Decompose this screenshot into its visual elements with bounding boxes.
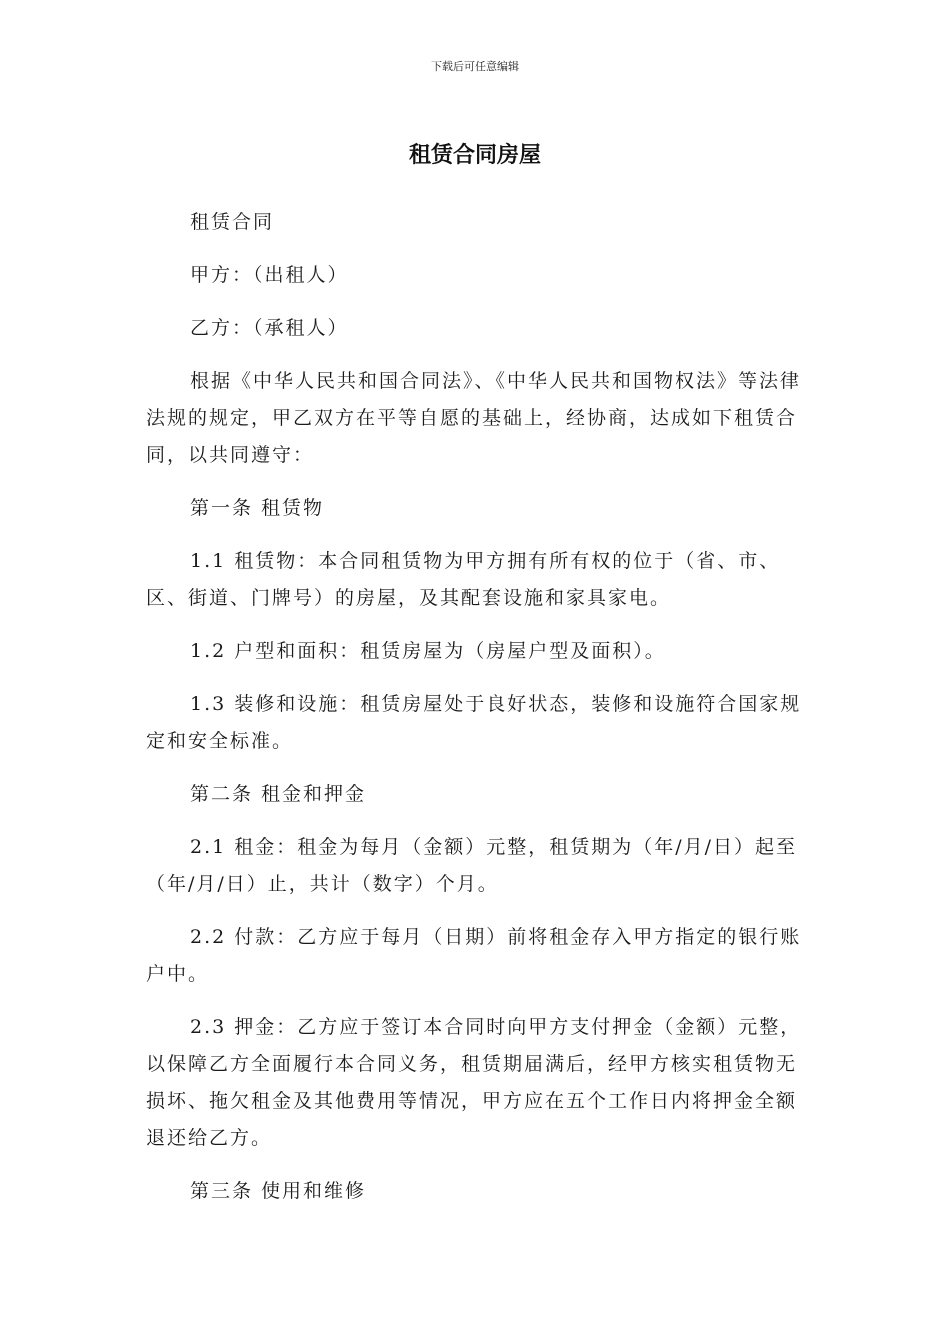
article-3-heading: 第三条 使用和维修 [190, 1180, 367, 1202]
paragraph-contract-heading: 租赁合同 [190, 211, 275, 233]
document-body [146, 204, 806, 1226]
paragraph-party-b: 乙方：（承租人） [190, 317, 349, 339]
paragraph-preamble: 根据《中华人民共和国合同法》、《中华人民共和国物权法》等法律法规的规定，甲乙双方在平等自愿的基础上，经协商，达成如下租赁合同，以共同遵守： [146, 370, 802, 466]
clause-2-1: 2.1 租金：租金为每月（金额）元整，租赁期为（年/月/日）起至（年/月/日）止，共计（数字）个月。 [146, 836, 798, 895]
clause-1-2: 1.2 户型和面积：租赁房屋为（房屋户型及面积）。 [190, 640, 666, 662]
clause-2-2: 2.2 付款：乙方应于每月（日期）前将租金存入甲方指定的银行账户中。 [146, 926, 802, 985]
clause-1-1: 1.1 租赁物：本合同租赁物为甲方拥有所有权的位于（省、市、区、街道、门牌号）的房屋，及其配套设施和家具家电。 [146, 550, 781, 609]
clause-1-3: 1.3 装修和设施：租赁房屋处于良好状态，装修和设施符合国家规定和安全标准。 [146, 693, 802, 752]
document-title: 租赁合同房屋 [408, 143, 541, 168]
article-2-heading: 第二条 租金和押金 [190, 783, 367, 805]
clause-2-3: 2.3 押金：乙方应于签订本合同时向甲方支付押金（金额）元整，以保障乙方全面履行本合同义务，租赁期届满后，经甲方核实租赁物无损坏、拖欠租金及其他费用等情况，甲方应在五个工作日内将押金全额退还给乙方。 [146, 1016, 802, 1149]
article-1-heading: 第一条 租赁物 [190, 497, 325, 519]
header-note: 下载后可任意编辑 [431, 60, 519, 73]
paragraph-party-a: 甲方：（出租人） [190, 264, 349, 286]
